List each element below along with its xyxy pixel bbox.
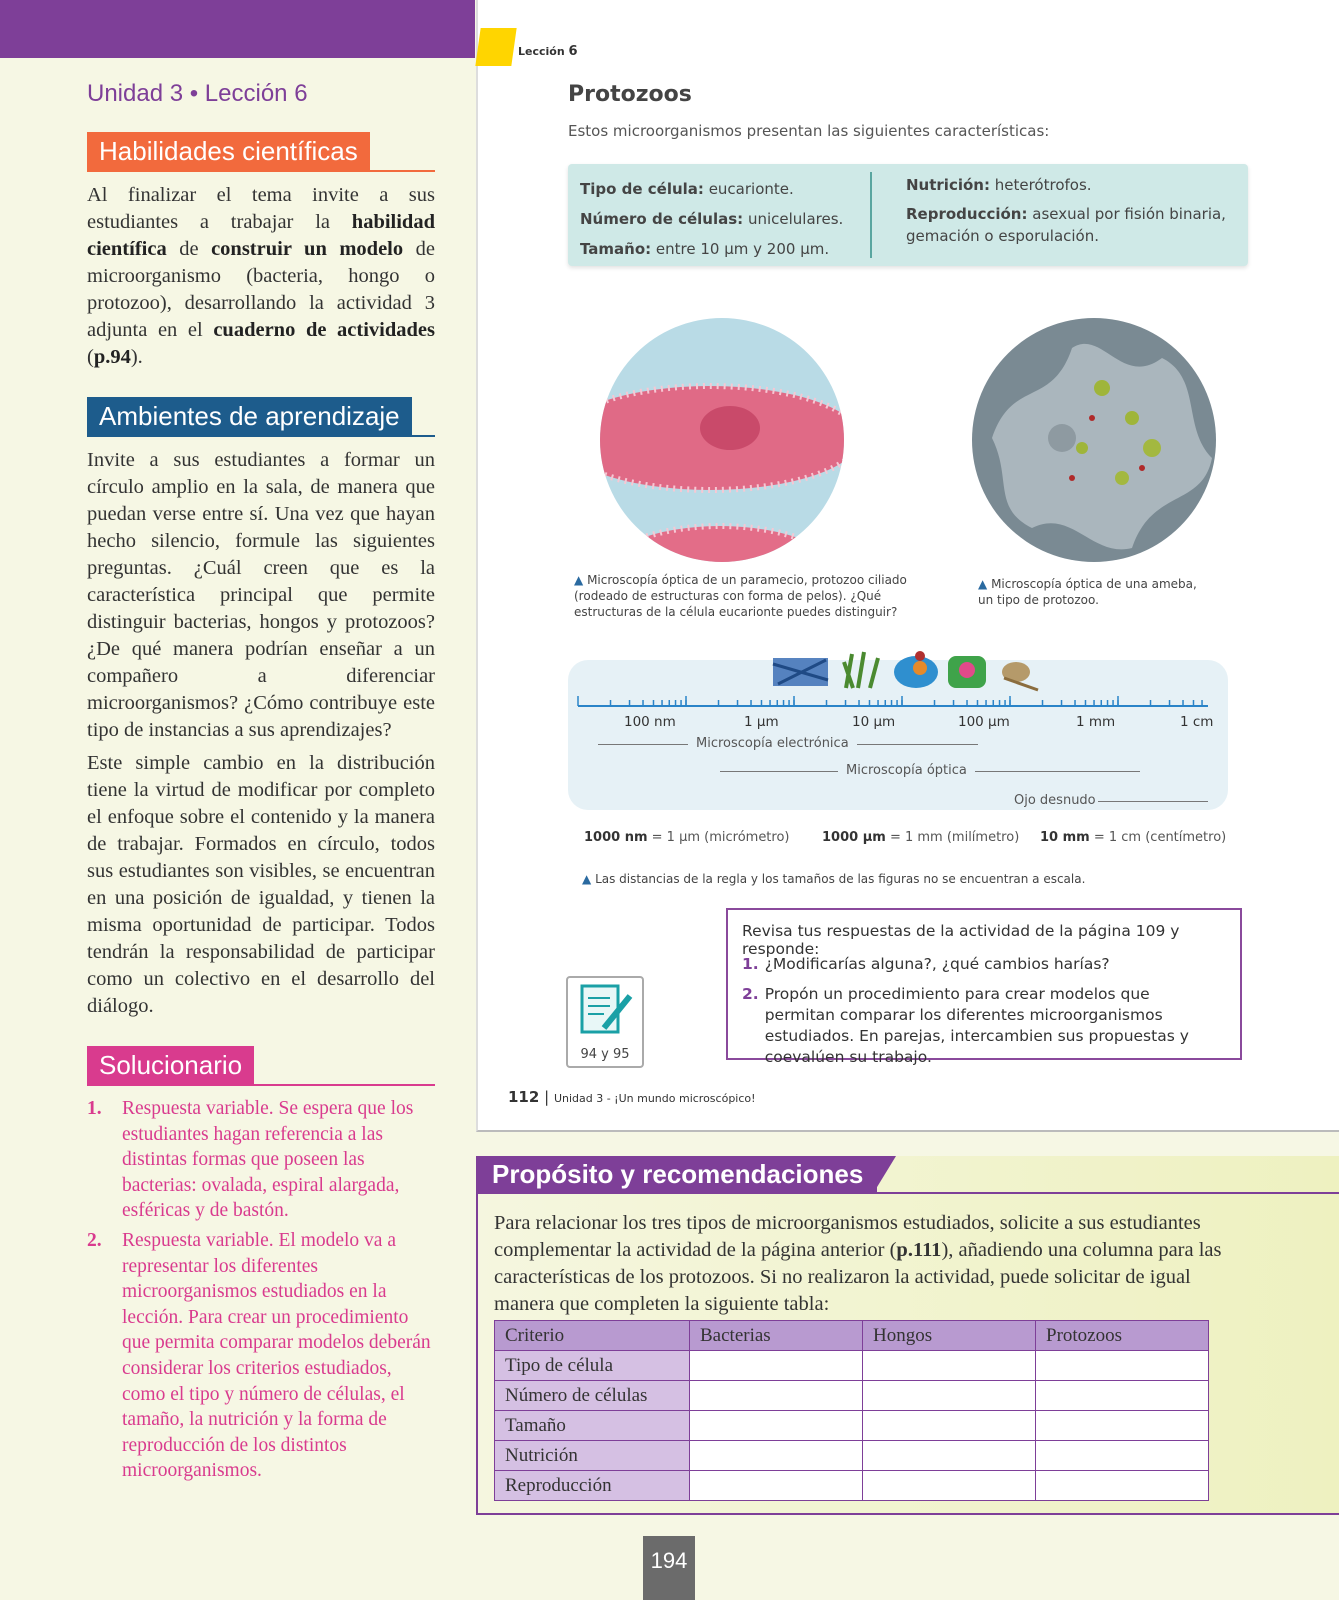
scale-labels bbox=[568, 714, 1228, 734]
paramecium-micrograph bbox=[600, 318, 844, 562]
item-text: Respuesta variable. Se espera que los estudiantes hagan referencia a las distintas formas que poseen las bacterias: ovalada, espiral alargada, esféricas y de bastón. bbox=[122, 1098, 414, 1222]
scale-label: 10 µm bbox=[852, 714, 896, 730]
table-cell[interactable] bbox=[1036, 1411, 1209, 1441]
table-header: Bacterias bbox=[690, 1321, 863, 1351]
scale-note bbox=[582, 872, 1085, 886]
textbook-page-thumbnail bbox=[476, 0, 1339, 1132]
plant-cell-illustration-icon bbox=[894, 651, 938, 688]
eye-range-arrow bbox=[1098, 801, 1208, 802]
footer-unit: Unidad 3 - ¡Un mundo microscópico! bbox=[553, 1092, 756, 1105]
scale-label: 1 mm bbox=[1076, 714, 1116, 730]
char-value: asexual por fisión binaria, gemación o esporulación. bbox=[906, 205, 1226, 245]
electron-range-label: Microscopía electrónica bbox=[688, 736, 857, 751]
hab-text-4: de microorganismo (bacteria, hongo o protozoo), desarrollando la actividad 3 adjunta en el bbox=[87, 238, 435, 341]
solucionario-heading-label: Solucionario bbox=[87, 1046, 254, 1085]
row-label: Número de células bbox=[495, 1381, 690, 1411]
eq-text: = 1 µm (micrómetro) bbox=[647, 830, 790, 845]
proposito-heading-label: Propósito y recomendaciones bbox=[478, 1156, 877, 1192]
ambientes-paragraph-2: Este simple cambio en la distribución tiene la virtud de modificar por completo el enfoque sobre el contenido y la manera de trabajar. Formados en círculo, todos sus estudiantes son visibles, se encuentran en una posición de igualdad, y tienen la misma oportunidad de participar. Todos tendrán la responsabilidad de participar como un colectivo en el desarrollo del diálogo. bbox=[87, 752, 435, 1017]
eq-bold: 10 mm bbox=[1040, 830, 1090, 845]
unit-lesson-title: Unidad 3 • Lección 6 bbox=[87, 80, 308, 107]
hab-text-7: p.94 bbox=[93, 346, 131, 368]
caption-text: Microscopía óptica de un paramecio, protozoo ciliado (rodeado de estructuras con forma de pelos). ¿Qué estructuras de la célula eucarionte puedes distinguir? bbox=[574, 573, 907, 619]
animal-cell-illustration-icon bbox=[948, 656, 986, 688]
equivalence-1 bbox=[584, 830, 790, 845]
table-cell[interactable] bbox=[863, 1381, 1036, 1411]
char-key: Tamaño: bbox=[580, 240, 652, 258]
habilidades-heading bbox=[87, 132, 435, 172]
char-reproduccion bbox=[906, 203, 1242, 247]
table-cell[interactable] bbox=[1036, 1351, 1209, 1381]
flea-illustration-icon bbox=[1002, 662, 1038, 690]
ambientes-heading-label: Ambientes de aprendizaje bbox=[87, 397, 412, 436]
ambientes-heading bbox=[87, 397, 435, 437]
table-cell[interactable] bbox=[690, 1471, 863, 1501]
table-cell[interactable] bbox=[690, 1441, 863, 1471]
table-row bbox=[495, 1471, 1209, 1501]
char-key: Nutrición: bbox=[906, 176, 990, 194]
solucionario-rule bbox=[87, 1084, 435, 1086]
lesson-number: 6 bbox=[568, 44, 578, 59]
char-key: Tipo de célula: bbox=[580, 180, 704, 198]
solucionario-heading bbox=[87, 1046, 435, 1086]
char-tamano bbox=[580, 234, 860, 264]
table-header: Protozoos bbox=[1036, 1321, 1209, 1351]
notebook-pages: 94 y 95 bbox=[580, 1047, 630, 1062]
scale-label: 1 µm bbox=[744, 714, 779, 730]
bacteria-illustration-icon bbox=[773, 658, 828, 686]
proposito-section bbox=[476, 1156, 1339, 1515]
eq-text: = 1 mm (milímetro) bbox=[885, 830, 1020, 845]
table-cell[interactable] bbox=[690, 1381, 863, 1411]
equivalence-2 bbox=[822, 830, 1019, 845]
triangle-icon: ▲ bbox=[574, 573, 584, 587]
prop-text-ref: p.111 bbox=[896, 1239, 942, 1261]
proposito-heading bbox=[478, 1156, 877, 1192]
question-number: 2. bbox=[742, 985, 759, 1003]
question-1 bbox=[742, 954, 1222, 975]
proposito-text bbox=[494, 1210, 1224, 1318]
table-cell[interactable] bbox=[1036, 1471, 1209, 1501]
characteristics-divider bbox=[870, 172, 872, 258]
char-key: Reproducción: bbox=[906, 205, 1028, 223]
table-cell[interactable] bbox=[863, 1441, 1036, 1471]
table-cell[interactable] bbox=[690, 1351, 863, 1381]
list-item bbox=[87, 1228, 435, 1484]
table-row bbox=[495, 1441, 1209, 1471]
hab-text-5: cuaderno de actividades bbox=[213, 319, 435, 341]
hab-text-8: ). bbox=[130, 346, 143, 368]
ambientes-paragraph-1: Invite a sus estudiantes a formar un círculo amplio en la sala, de manera que puedan verse entre sí. Una vez que hayan hecho silencio, formule las siguientes preguntas. ¿Cuál creen que es la característica principal que permite distinguir bacterias, hongos y protozoos? ¿De qué manera podrían enseñar a un compañero a diferenciar microorganismos? ¿Cómo contribuye este tipo de instancias a sus aprendizajes? bbox=[87, 449, 435, 741]
equivalence-3 bbox=[1040, 830, 1226, 845]
review-lead: Revisa tus respuestas de la actividad de la página 109 y responde: bbox=[742, 922, 1180, 958]
hab-text-6: ( bbox=[87, 346, 94, 368]
table-header: Criterio bbox=[495, 1321, 690, 1351]
row-label: Tamaño bbox=[495, 1411, 690, 1441]
hab-text-1: habilidad científica bbox=[87, 211, 435, 260]
protozoos-intro: Estos microorganismos presentan las siguientes características: bbox=[568, 122, 1050, 140]
question-number: 1. bbox=[742, 955, 759, 973]
table-cell[interactable] bbox=[863, 1471, 1036, 1501]
ambientes-rule bbox=[87, 435, 435, 437]
table-cell[interactable] bbox=[1036, 1441, 1209, 1471]
table-cell[interactable] bbox=[863, 1411, 1036, 1441]
scale-label: 100 nm bbox=[624, 714, 676, 730]
table-cell[interactable] bbox=[1036, 1381, 1209, 1411]
table-row bbox=[495, 1381, 1209, 1411]
criteria-table bbox=[494, 1320, 1209, 1501]
triangle-icon: ▲ bbox=[582, 872, 592, 886]
proposito-rule bbox=[478, 1192, 1339, 1194]
review-question-box bbox=[726, 908, 1242, 1066]
prop-text-a: Para relacionar los tres tipos de microorganismos estudiados, solicite a sus estudiantes complementar la actividad de la página anterior ( bbox=[494, 1212, 1201, 1261]
row-label: Nutrición bbox=[495, 1441, 690, 1471]
characteristics-col-2 bbox=[906, 174, 1242, 254]
item-text: Respuesta variable. El modelo va a representar los diferentes microorganismos estudiados en la lección. Para crear un procedimiento que permita comparar modelos deberán considerar los criterios estudiados, como el tipo y número de células, el tamaño, la nutrición y la forma de reproducción de los distintos microorganismos. bbox=[122, 1229, 431, 1482]
amoeba-caption bbox=[978, 576, 1208, 608]
page-number: 194 bbox=[643, 1536, 695, 1600]
notebook-pencil-icon bbox=[570, 982, 640, 1040]
eq-text: = 1 cm (centímetro) bbox=[1089, 830, 1227, 845]
characteristics-col-1 bbox=[580, 174, 860, 264]
habilidades-rule bbox=[87, 170, 435, 172]
question-2 bbox=[742, 984, 1222, 1068]
teacher-notes-column bbox=[87, 80, 435, 1488]
hab-text-3: construir un modelo bbox=[211, 238, 404, 260]
paramecium-caption bbox=[574, 572, 934, 620]
char-tipo bbox=[580, 174, 860, 204]
solucionario-list bbox=[87, 1096, 435, 1484]
hab-text-0: Al finalizar el tema invite a sus estudiantes a trabajar la bbox=[87, 184, 435, 233]
table-cell[interactable] bbox=[863, 1351, 1036, 1381]
char-value: unicelulares. bbox=[743, 210, 844, 228]
table-cell[interactable] bbox=[690, 1411, 863, 1441]
list-item bbox=[87, 1096, 435, 1224]
triangle-icon: ▲ bbox=[978, 577, 988, 591]
optical-range-label: Microscopía óptica bbox=[838, 763, 975, 778]
char-value: heterótrofos. bbox=[989, 176, 1092, 194]
char-numero bbox=[580, 204, 860, 234]
eq-bold: 1000 nm bbox=[584, 830, 648, 845]
table-row bbox=[495, 1411, 1209, 1441]
table-header: Hongos bbox=[863, 1321, 1036, 1351]
char-value: entre 10 µm y 200 µm. bbox=[651, 240, 830, 258]
notebook-reference bbox=[566, 976, 644, 1068]
scale-label: 1 cm bbox=[1180, 714, 1214, 730]
protozoos-title: Protozoos bbox=[568, 82, 692, 107]
habilidades-heading-label: Habilidades científicas bbox=[87, 132, 370, 171]
table-row bbox=[495, 1351, 1209, 1381]
paramecium-image bbox=[600, 318, 844, 562]
characteristics-box bbox=[568, 164, 1248, 266]
item-number: 1. bbox=[87, 1098, 102, 1119]
caption-text: Microscopía óptica de una ameba, un tipo de protozoo. bbox=[978, 577, 1197, 607]
scale-label: 100 µm bbox=[958, 714, 1010, 730]
row-label: Reproducción bbox=[495, 1471, 690, 1501]
organism-illustrations bbox=[768, 644, 1068, 694]
textbook-page-number: 112 bbox=[508, 1088, 540, 1106]
question-text: Propón un procedimiento para crear modelos que permitan comparar los diferentes microorganismos estudiados. En parejas, intercambien sus propuestas y coevalúen su trabajo. bbox=[764, 985, 1189, 1066]
habilidades-text bbox=[87, 182, 435, 371]
amoeba-micrograph bbox=[972, 318, 1216, 562]
eq-bold: 1000 µm bbox=[822, 830, 886, 845]
footer-separator: | bbox=[544, 1088, 550, 1106]
note-text: Las distancias de la regla y los tamaños de las figuras no se encuentran a escala. bbox=[595, 872, 1086, 886]
char-nutricion bbox=[906, 174, 1242, 196]
char-value: eucarionte. bbox=[703, 180, 794, 198]
row-label: Tipo de célula bbox=[495, 1351, 690, 1381]
textbook-footer bbox=[508, 1088, 756, 1106]
question-text: ¿Modificarías alguna?, ¿qué cambios harías? bbox=[764, 955, 1110, 973]
lesson-label bbox=[518, 44, 578, 59]
item-number: 2. bbox=[87, 1229, 102, 1251]
eye-range-label: Ojo desnudo bbox=[1014, 793, 1096, 808]
top-color-bar bbox=[0, 0, 475, 58]
char-key: Número de células: bbox=[580, 210, 744, 228]
lesson-tab bbox=[475, 28, 516, 66]
fungus-illustration-icon bbox=[844, 652, 878, 688]
table-header-row bbox=[495, 1321, 1209, 1351]
amoeba-image bbox=[972, 318, 1216, 562]
lesson-prefix: Lección bbox=[518, 45, 565, 58]
prop-text-b: ), añadiendo una columna para las características de los protozoos. Si no realizaron la actividad, puede solicitar de igual manera que completen la siguiente tabla: bbox=[494, 1239, 1222, 1315]
hab-text-2: de bbox=[166, 238, 212, 260]
